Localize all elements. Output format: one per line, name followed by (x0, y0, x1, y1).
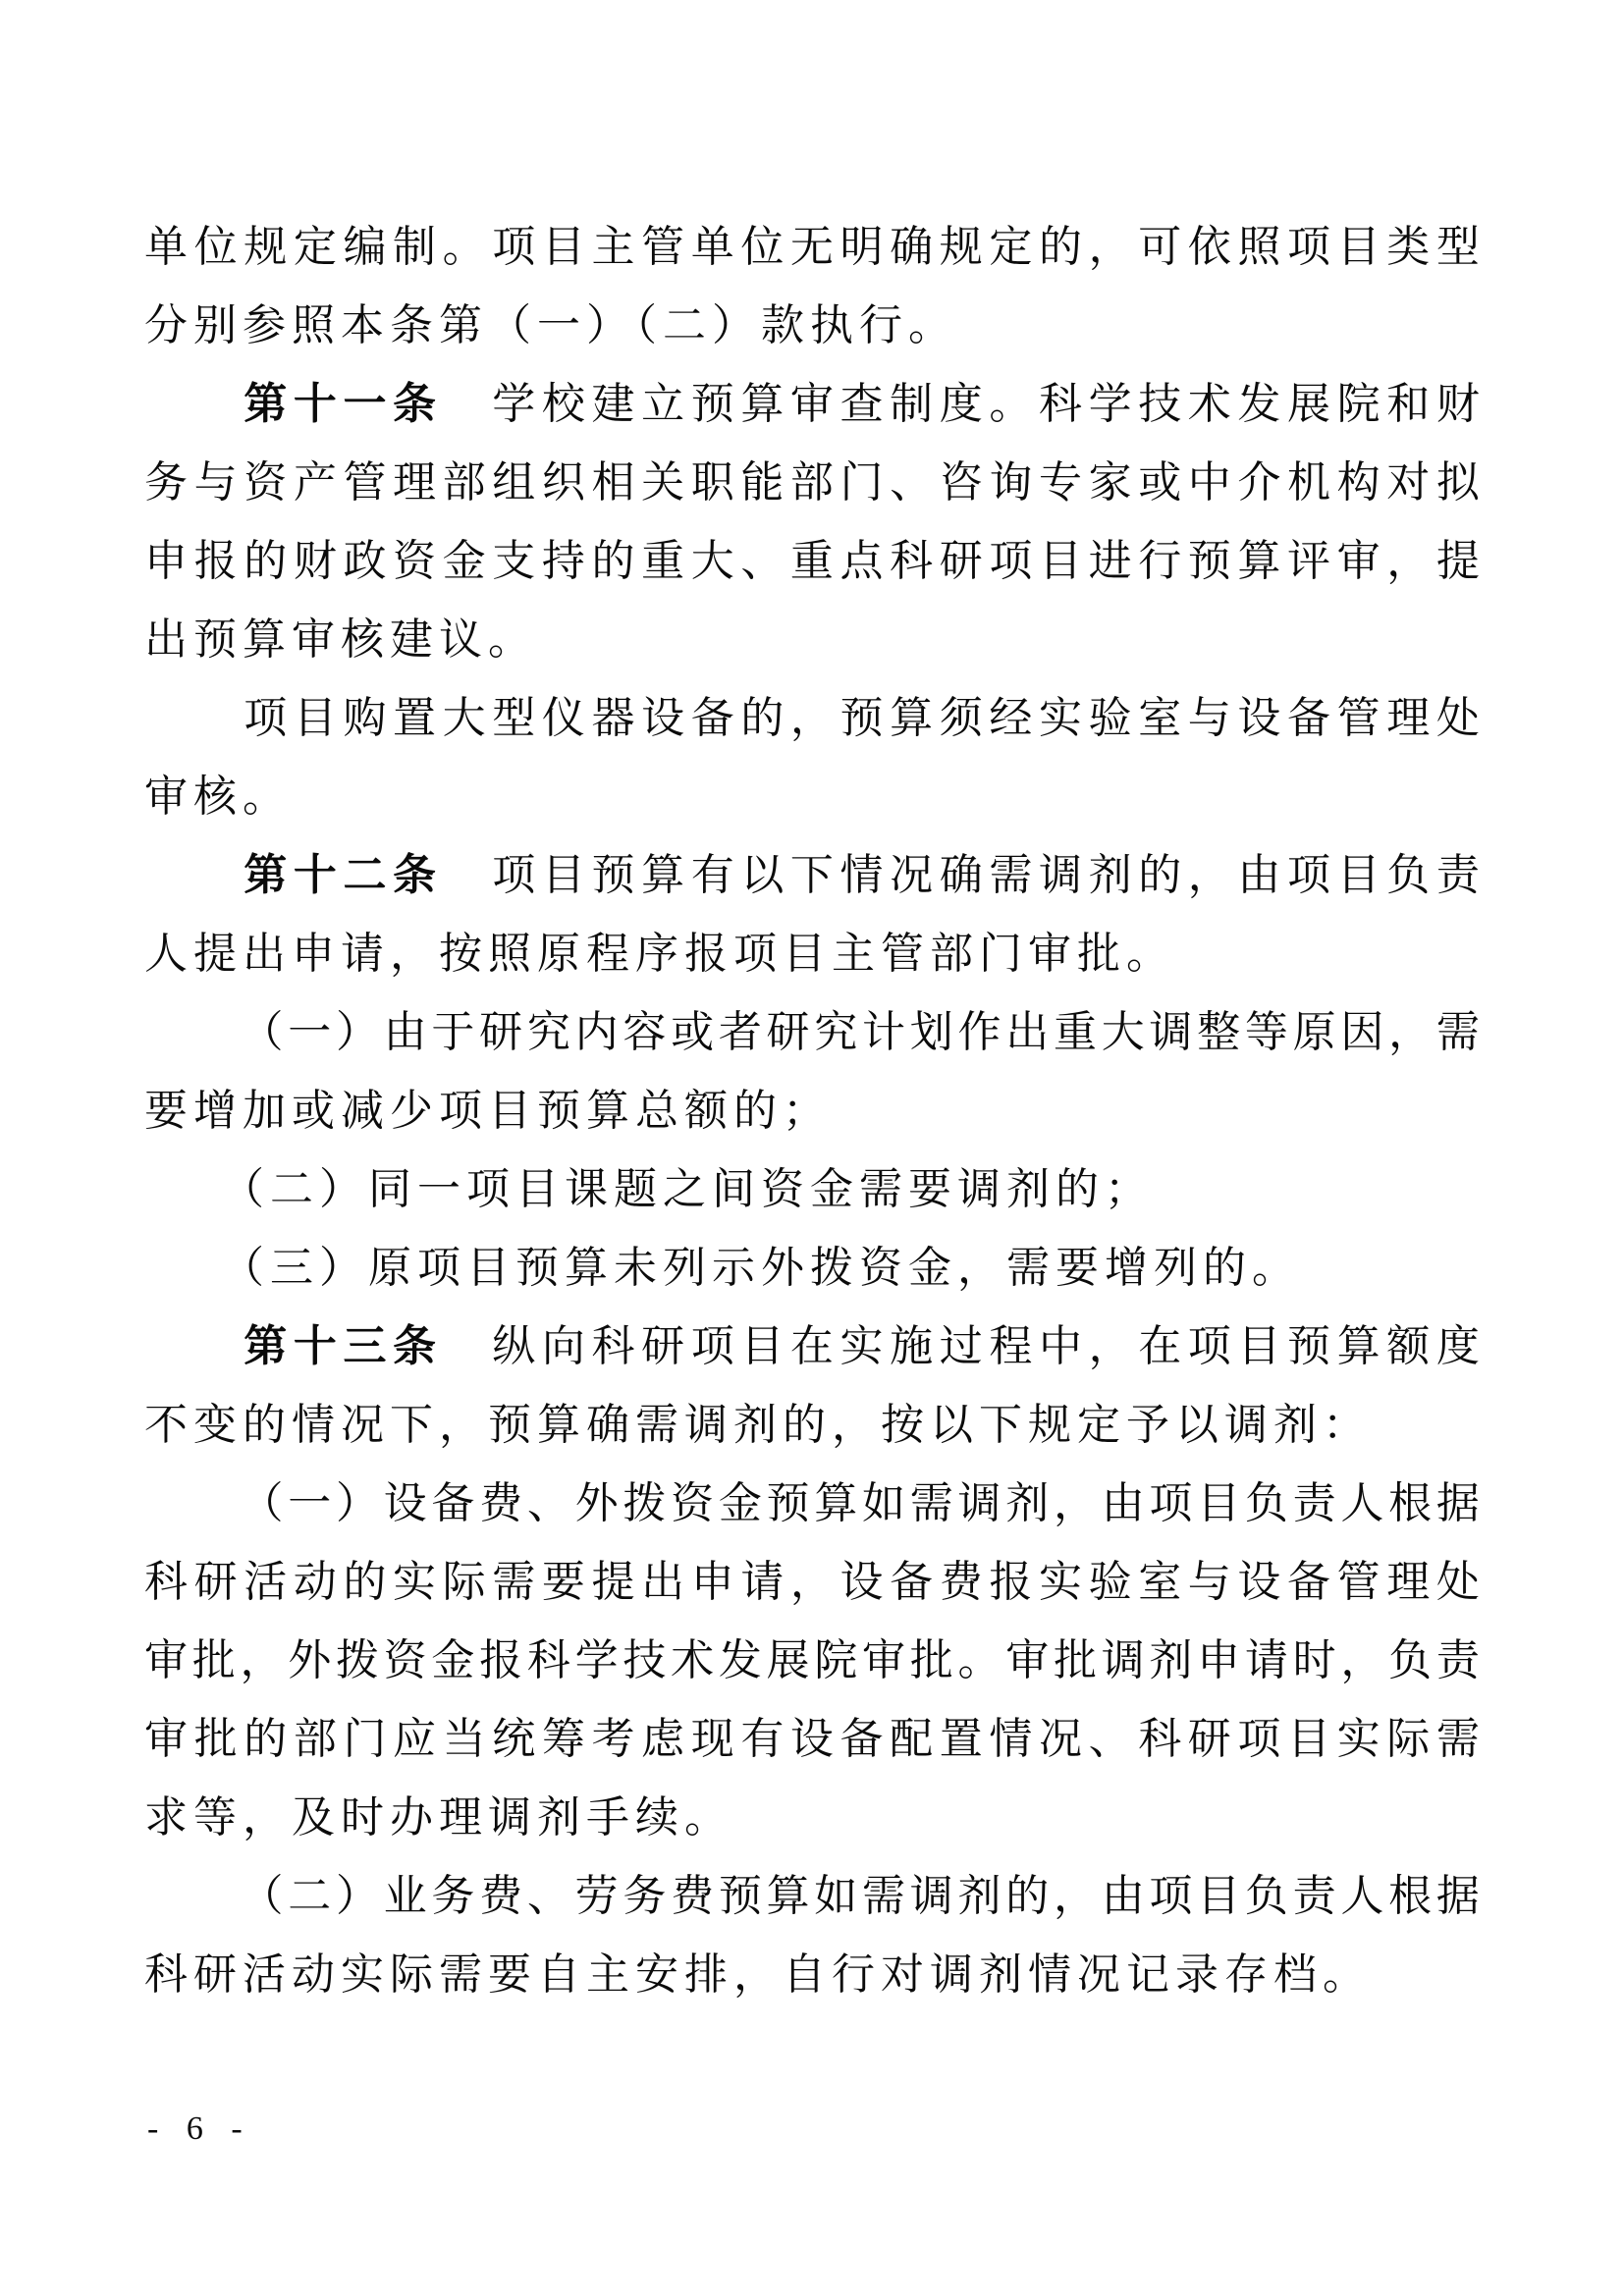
text-line: 审 批 的 部 门 应 当 统 筹 考 虑 现 有 设 备 配 置 情 况 、 科 研 项 目 实 际 需 (144, 1715, 1480, 1763)
page-number: - 6 - (147, 2110, 252, 2147)
text-line: 项 目 购 置 大 型 仪 器 设 备 的 ， 预 算 须 经 实 验 室 与 设 备 管 理 处 (244, 694, 1480, 742)
text-line: 务 与 资 产 管 理 部 组 织 相 关 职 能 部 门 、 咨 询 专 家 或 中 介 机 构 对 拟 (144, 458, 1480, 507)
text-line: 第 十 二 条 项 目 预 算 有 以 下 情 况 确 需 调 剂 的 ， 由 项 目 负 责 (244, 851, 1480, 899)
text-line: 单 位 规 定 编 制 。 项 目 主 管 单 位 无 明 确 规 定 的 ， 可 依 照 项 目 类 型 (144, 223, 1480, 271)
document-text (144, 208, 1480, 2014)
text-line: 要增加或减少项目预算总额的； (144, 1087, 832, 1135)
text-line: 审 批 ， 外 拨 资 金 报 科 学 技 术 发 展 院 审 批 。 审 批 调 剂 申 请 时 ， 负 责 (144, 1636, 1480, 1684)
text-line: 科研活动实际需要自主安排，自行对调剂情况记录存档。 (144, 1950, 1372, 1999)
text-line: 人提出申请，按照原程序报项目主管部门审批。 (144, 930, 1175, 978)
text-line: 第 十 一 条 学 校 建 立 预 算 审 查 制 度 。 科 学 技 术 发 展 院 和 财 (244, 380, 1480, 428)
text-line: （三）原项目预算未列示外拨资金，需要增列的。 (144, 1244, 1301, 1292)
text-line: 分别参照本条第（一）（二）款执行。 (144, 301, 957, 349)
text-line: 科 研 活 动 的 实 际 需 要 提 出 申 请 ， 设 备 费 报 实 验 室 与 设 备 管 理 处 (144, 1558, 1480, 1606)
text-line: （ 一 ） 由 于 研 究 内 容 或 者 研 究 计 划 作 出 重 大 调 整 等 原 因 ， 需 (240, 1008, 1480, 1056)
text-line: 出预算审核建议。 (144, 615, 537, 664)
text-line: 求等，及时办理调剂手续。 (144, 1793, 733, 1842)
text-line: （ 二 ） 业 务 费 、 劳 务 费 预 算 如 需 调 剂 的 ， 由 项 目 负 责 人 根 据 (240, 1872, 1480, 1920)
text-line: （ 一 ） 设 备 费 、 外 拨 资 金 预 算 如 需 调 剂 ， 由 项 目 负 责 人 根 据 (240, 1479, 1480, 1527)
text-line: 不变的情况下，预算确需调剂的，按以下规定予以调剂： (144, 1401, 1372, 1449)
text-line: 第 十 三 条 纵 向 科 研 项 目 在 实 施 过 程 中 ， 在 项 目 预 算 额 度 (244, 1322, 1480, 1370)
text-line: 申 报 的 财 政 资 金 支 持 的 重 大 、 重 点 科 研 项 目 进 行 预 算 评 审 ， 提 (144, 537, 1480, 585)
text-line: （二）同一项目课题之间资金需要调剂的； (144, 1165, 1154, 1213)
text-line: 审核。 (144, 773, 292, 821)
